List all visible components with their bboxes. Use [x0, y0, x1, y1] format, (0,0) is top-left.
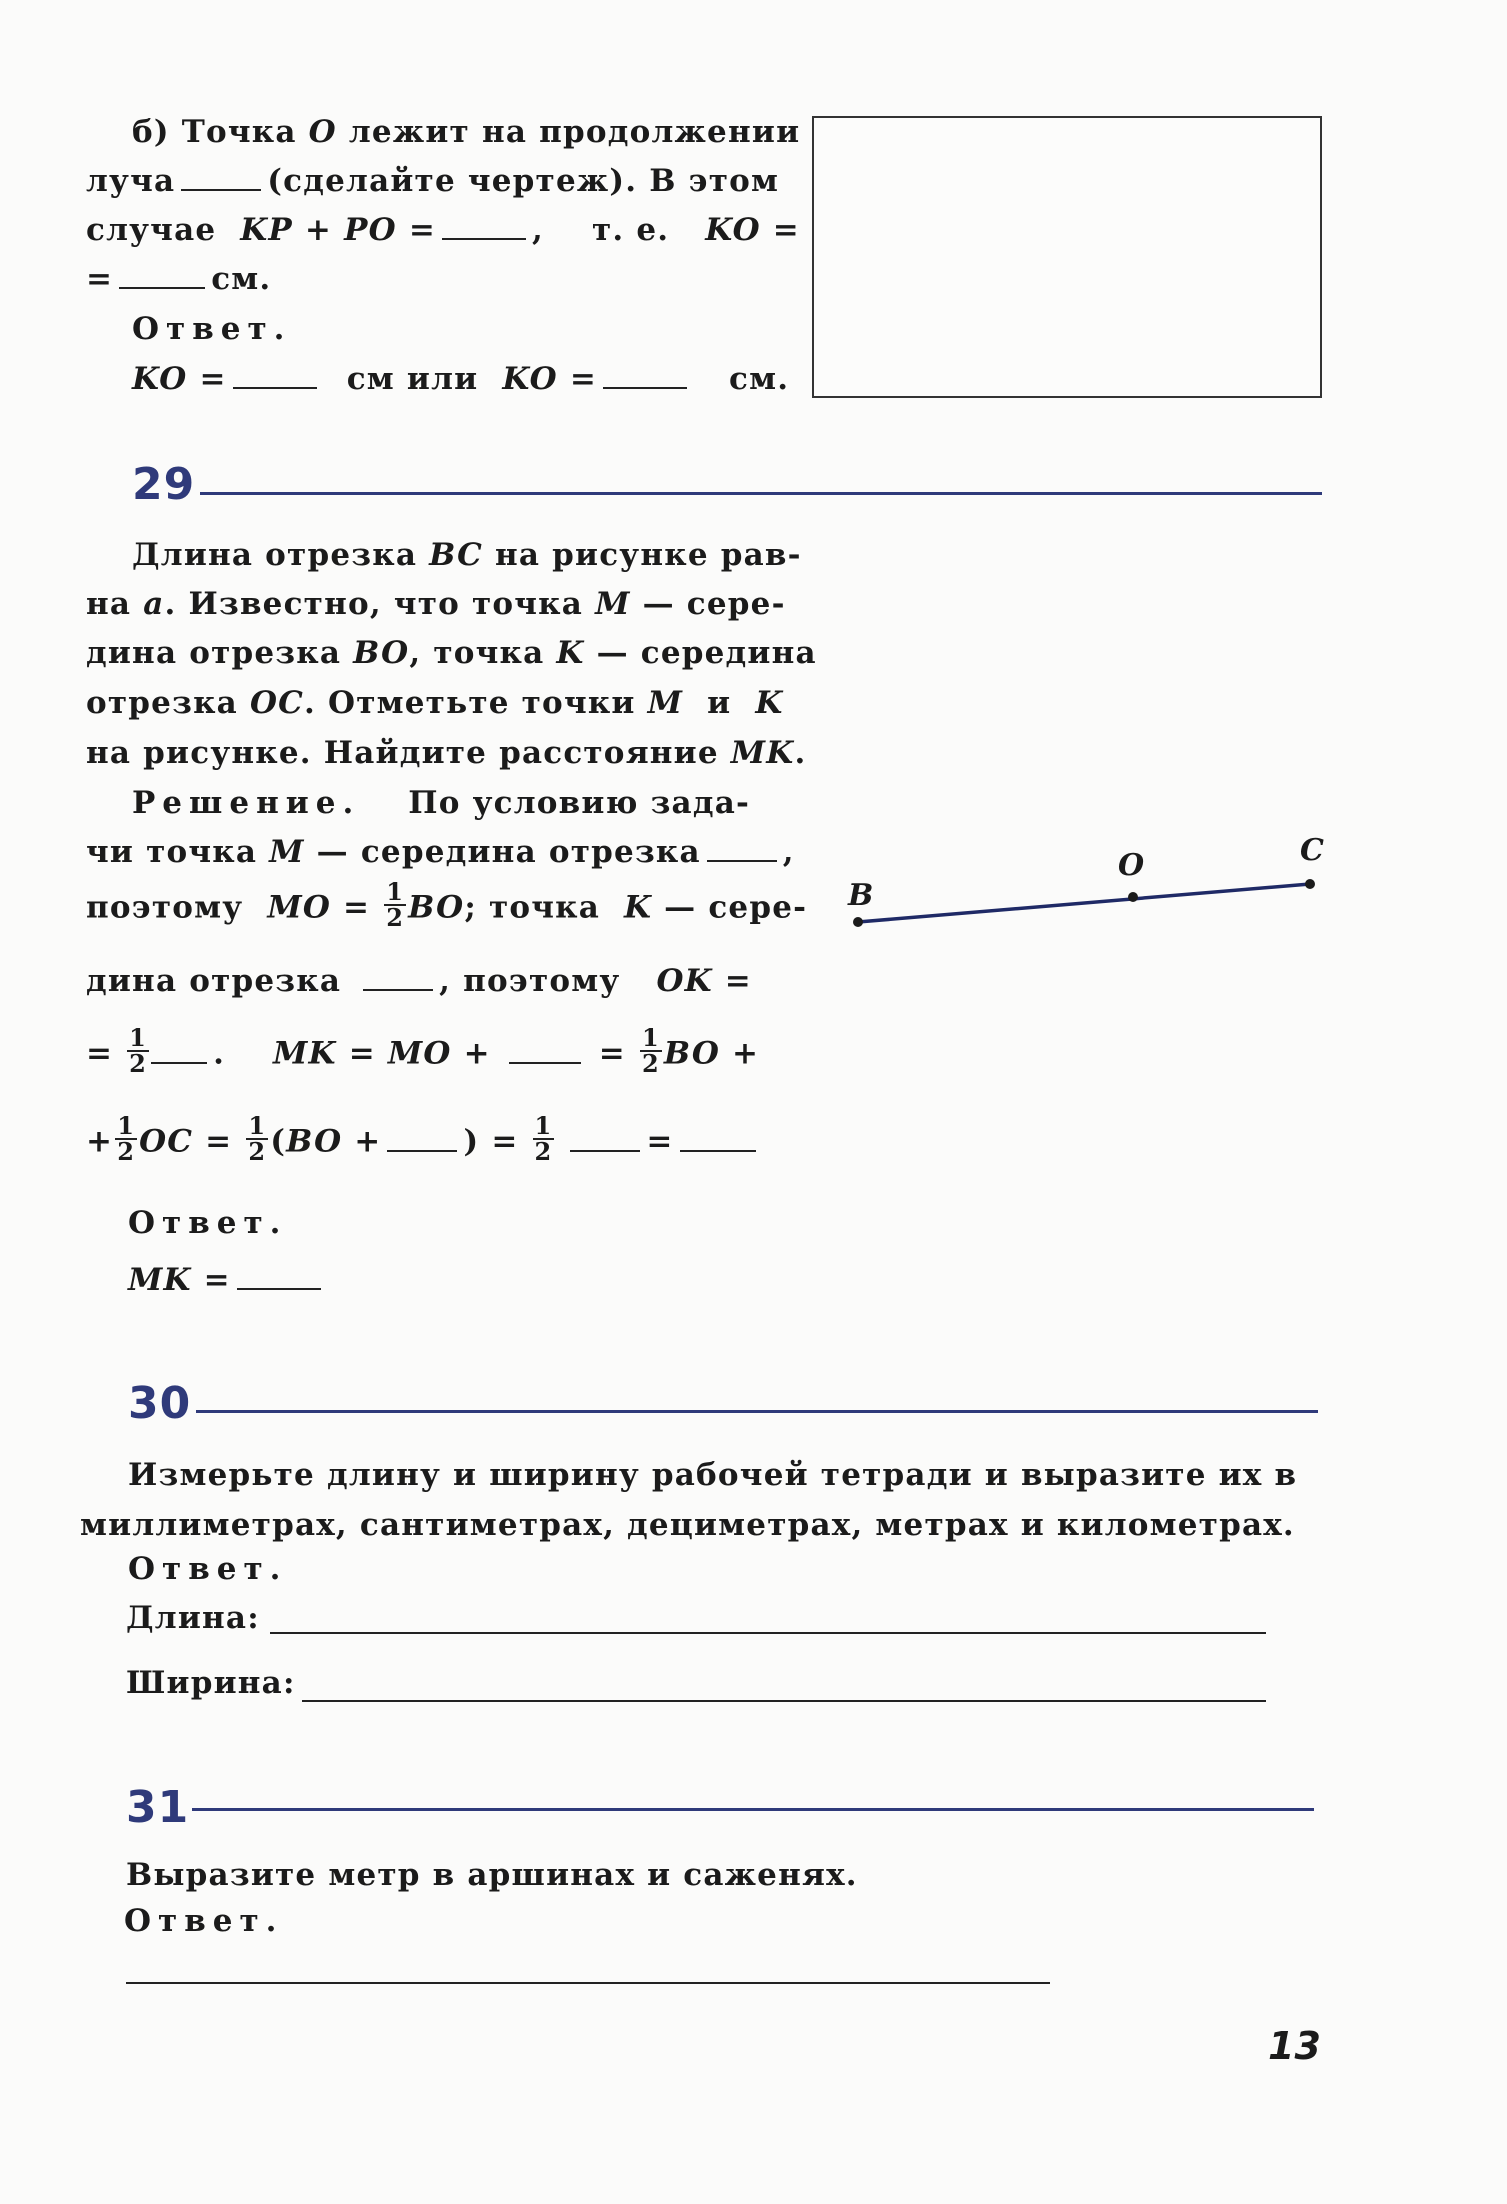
t31-answer-label: Ответ.: [124, 1903, 284, 1939]
task-31-number: 31: [126, 1782, 190, 1833]
point-b: [853, 917, 863, 927]
t30-length-label: Длина:: [126, 1600, 260, 1636]
partb-line-3: случае KP + PO = , т. е. KO =: [86, 212, 800, 248]
t30-text-2: миллиметрах, сантиметрах, дециметрах, метрах и километрах.: [80, 1507, 1295, 1543]
t29-solution-line: Решение. По условию зада-: [132, 785, 751, 821]
t29-line-3: дина отрезка BO, точка K — середина: [86, 635, 817, 671]
t29-line-1: Длина отрезка BC на рисунке рав-: [132, 537, 802, 573]
t29-line-7: чи точка M — середина отрезка ,: [86, 834, 795, 870]
t30-width-line[interactable]: [302, 1700, 1266, 1702]
t29-line-5: на рисунке. Найдите расстояние MK.: [86, 735, 807, 771]
task-30-number: 30: [128, 1378, 192, 1429]
drawing-box[interactable]: [812, 116, 1322, 398]
segment-bc-figure: [840, 830, 1330, 940]
t30-width-label: Ширина:: [126, 1665, 296, 1701]
t30-answer-label: Ответ.: [128, 1551, 288, 1587]
partb-line-2: луча (сделайте чертеж). В этом: [86, 163, 780, 199]
point-c: [1305, 879, 1315, 889]
partb-line-4: = см.: [86, 261, 272, 297]
t29-line-11: + $\frac{1}{2}$ OC = $\frac{1}{2}$ (BO + ) = $\frac{1}{2}$ =: [86, 1118, 762, 1168]
t29-answer-label: Ответ.: [128, 1205, 288, 1241]
t29-answer-line: MK =: [128, 1265, 327, 1296]
partb-answer-label: Ответ.: [132, 311, 292, 347]
task-29-number: 29: [132, 459, 196, 510]
page-number: 13: [1268, 2024, 1321, 2068]
task-30-rule: [196, 1410, 1318, 1413]
label-b: B: [848, 878, 874, 913]
segment-bc: [858, 884, 1310, 922]
t30-text-1: Измерьте длину и ширину рабочей тетради и выразите их в: [128, 1457, 1298, 1493]
task-31-rule: [192, 1808, 1314, 1811]
t31-text: Выразите метр в аршинах и саженях.: [126, 1857, 858, 1893]
t30-length-line[interactable]: [270, 1632, 1266, 1634]
partb-line-1: б) Точка O лежит на продолжении: [132, 114, 801, 150]
task-29-rule: [200, 492, 1322, 495]
label-c: C: [1300, 833, 1324, 868]
t29-line-10: = $\frac{1}{2}$ . MK = MO + = $\frac{1}{2}$ BO +: [86, 1023, 760, 1078]
point-o: [1128, 892, 1138, 902]
partb-answer-line: KO = см или KO = см.: [132, 361, 790, 397]
t29-line-8: поэтому MO = $\frac{1}{2}$ BO; точка K — сере-: [86, 877, 808, 932]
t29-line-9: дина отрезка , поэтому OK =: [86, 963, 752, 999]
label-o: O: [1118, 848, 1145, 883]
t31-answer-line[interactable]: [126, 1982, 1050, 1984]
t29-line-4: отрезка OC. Отметьте точки M и K: [86, 685, 784, 721]
t29-line-2: на a. Известно, что точка M — сере-: [86, 586, 786, 622]
